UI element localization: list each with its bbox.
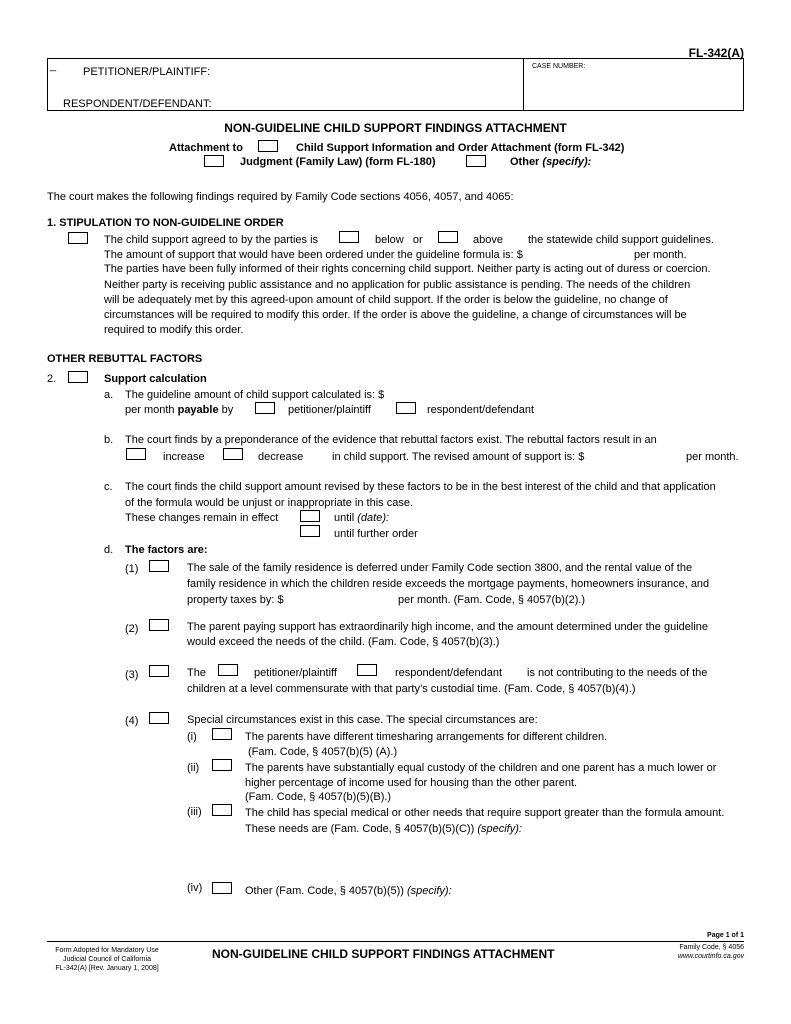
factor1-checkbox[interactable]: [149, 560, 169, 572]
section1-heading: 1. STIPULATION TO NON-GUIDELINE ORDER: [47, 217, 284, 229]
s1-below-label: below or: [375, 234, 423, 246]
form-number: FL-342(A): [688, 46, 744, 60]
footer-website-link[interactable]: www.courtinfo.ca.gov: [677, 953, 744, 960]
s2a-line2: per month payable by: [125, 404, 234, 416]
s1-above-checkbox[interactable]: [438, 231, 458, 243]
respondent-label: RESPONDENT/DEFENDANT:: [63, 98, 212, 110]
attach-other-checkbox[interactable]: [466, 155, 486, 167]
sub-i-line2: (Fam. Code, § 4057(b)(5) (A).): [248, 746, 398, 758]
factor3-number: (3): [125, 669, 139, 681]
sub-iv-specify-field[interactable]: [462, 884, 740, 898]
footer-statute: Family Code, § 4056: [679, 944, 744, 951]
s2a-respondent-label: respondent/defendant: [427, 404, 535, 416]
s2c-line2: of the formula would be unjust or inappropriate in this case.: [125, 497, 413, 509]
sub-ii-number: (ii): [187, 762, 200, 774]
s2a-respondent-checkbox[interactable]: [396, 402, 416, 414]
sub-i-checkbox[interactable]: [212, 728, 232, 740]
factor3-respondent-checkbox[interactable]: [357, 664, 377, 676]
factor1-number: (1): [125, 563, 139, 575]
s2b-line1: The court finds by a preponderance of the evidence that rebuttal factors exist. The rebuttal factors result in an: [125, 434, 657, 446]
s2c-until-further-order-checkbox[interactable]: [300, 525, 320, 537]
s2b-decrease-label: decrease: [258, 451, 304, 463]
s1-line3: The parties have been fully informed of their rights concerning child support. Neither party is acting out of duress or coercion.: [104, 263, 711, 275]
sub-iv-number: (iv): [187, 882, 203, 894]
s2b-label: b.: [104, 434, 114, 446]
footer-left-line1: Form Adopted for Mandatory Use: [55, 947, 159, 954]
intro-text: The court makes the following findings required by Family Code sections 4056, 4057, and 4065:: [47, 191, 514, 203]
s2-heading: Support calculation: [104, 373, 207, 385]
page-title: NON-GUIDELINE CHILD SUPPORT FINDINGS ATTACHMENT: [224, 121, 567, 135]
s2a-label: a.: [104, 389, 114, 401]
s1-line4: Neither party is receiving public assistance and no application for public assistance is pending. The needs of the children: [104, 279, 691, 291]
factor1-line3a: property taxes by: $: [187, 594, 284, 606]
s2b-line2-end: per month.: [686, 451, 739, 463]
s1-line1a: The child support agreed to by the parties is: [104, 234, 319, 246]
sub-ii-checkbox[interactable]: [212, 759, 232, 771]
factor1-amount-field[interactable]: [292, 593, 392, 607]
sub-iii-line2: These needs are (Fam. Code, § 4057(b)(5)(C)) (specify):: [245, 823, 522, 835]
factor3-the: The: [187, 667, 206, 679]
factor2-line1: The parent paying support has extraordinarily high income, and the amount determined under the guideline: [187, 621, 708, 633]
factor3-petitioner-checkbox[interactable]: [218, 664, 238, 676]
s2c-until-further-order-label: until further order: [334, 528, 418, 540]
factor3-petitioner-label: petitioner/plaintiff: [254, 667, 337, 679]
s2b-revised-amount-field[interactable]: [598, 450, 680, 464]
factor1-line1: The sale of the family residence is deferred under Family Code section 3800, and the rental value of the: [187, 562, 693, 574]
factor4-line1: Special circumstances exist in this case. The special circumstances are:: [187, 714, 538, 726]
sub-iv-label: Other (Fam. Code, § 4057(b)(5)) (specify):: [245, 885, 452, 897]
s2c-line1: The court finds the child support amount revised by these factors to be in the best interest of the child and that application: [125, 481, 716, 493]
s1-above-label: above: [473, 234, 503, 246]
page-number: Page 1 of 1: [707, 932, 744, 939]
sub-iii-line1: The child has special medical or other needs that require support greater than the formula amount.: [245, 807, 725, 819]
factor4-number: (4): [125, 715, 139, 727]
attach-to-label: Attachment to: [169, 142, 243, 154]
s2c-date-field[interactable]: [400, 511, 550, 525]
s2c-label: c.: [104, 481, 113, 493]
attach-other-label: Other (specify):: [510, 156, 592, 168]
attach-fl342-checkbox[interactable]: [258, 140, 278, 152]
factor3-checkbox[interactable]: [149, 665, 169, 677]
s2b-increase-label: increase: [163, 451, 205, 463]
attach-fl342-label: Child Support Information and Order Attachment (form FL-342): [296, 142, 625, 154]
sub-ii-line2: higher percentage of income used for housing than the other parent.: [245, 777, 578, 789]
footer-title: NON-GUIDELINE CHILD SUPPORT FINDINGS ATTACHMENT: [212, 947, 555, 961]
footer-left: [47, 946, 167, 973]
stipulation-checkbox[interactable]: [68, 232, 88, 244]
s2c-until-date-label: until (date):: [334, 512, 390, 524]
s2a-petitioner-label: petitioner/plaintiff: [288, 404, 371, 416]
petitioner-mark: _: [50, 60, 57, 72]
sub-i-line1: The parents have different timesharing arrangements for different children.: [245, 731, 608, 743]
factor3-respondent-label: respondent/defendant: [395, 667, 503, 679]
sub-iv-checkbox[interactable]: [212, 882, 232, 894]
sub-iii-checkbox[interactable]: [212, 804, 232, 816]
s1-below-checkbox[interactable]: [339, 231, 359, 243]
s1-line2b: per month.: [634, 249, 687, 261]
petitioner-label: PETITIONER/PLAINTIFF:: [83, 66, 211, 78]
factor1-line2: family residence in which the children reside exceeds the mortgage payments, homeowners insurance, and: [187, 578, 710, 590]
footer-rule: [47, 941, 744, 942]
s1-line5: will be adequately met by this agreed-upon amount of child support. If the order is below the guideline, no change of: [104, 294, 668, 306]
s2-number: 2.: [47, 373, 57, 385]
factor3-line1d: is not contributing to the needs of the: [527, 667, 708, 679]
attach-fl180-label: Judgment (Family Law) (form FL-180): [240, 156, 436, 168]
s2a-guideline-amount-field[interactable]: [396, 388, 516, 402]
footer-right: [678, 943, 744, 961]
s2b-line2: in child support. The revised amount of support is: $: [332, 451, 585, 463]
case-number-label: CASE NUMBER:: [532, 63, 586, 70]
other-rebuttal-heading: OTHER REBUTTAL FACTORS: [47, 353, 203, 365]
s1-line6: circumstances will be required to modify this order. If the order is above the guideline, a change of circumstances will be: [104, 309, 687, 321]
sub-iii-number: (iii): [187, 806, 202, 818]
s2b-decrease-checkbox[interactable]: [223, 448, 243, 460]
sub-iii-specify-field[interactable]: [245, 838, 740, 878]
s2b-increase-checkbox[interactable]: [126, 448, 146, 460]
factor3-line2: children at a level commensurate with that party’s custodial time. (Fam. Code, § 4057(b)(4).): [187, 683, 636, 695]
s2c-until-date-checkbox[interactable]: [300, 510, 320, 522]
factor4-checkbox[interactable]: [149, 712, 169, 724]
support-calculation-checkbox[interactable]: [68, 371, 88, 383]
caption-divider: [523, 59, 524, 110]
factor2-number: (2): [125, 623, 139, 635]
s1-guideline-amount-field[interactable]: [520, 248, 625, 262]
sub-i-number: (i): [187, 731, 197, 743]
attach-fl180-checkbox[interactable]: [204, 155, 224, 167]
case-number-field[interactable]: [526, 74, 740, 108]
s2a-petitioner-checkbox[interactable]: [255, 402, 275, 414]
sub-ii-line1: The parents have substantially equal custody of the children and one parent has a much lower or: [245, 762, 717, 774]
factor2-line2: would exceed the needs of the child. (Fam. Code, § 4057(b)(3).): [187, 636, 500, 648]
sub-ii-line3: (Fam. Code, § 4057(b)(5)(B).): [245, 791, 392, 803]
factor2-checkbox[interactable]: [149, 619, 169, 631]
s2d-label: d.: [104, 544, 114, 556]
s1-line1d: the statewide child support guidelines.: [528, 234, 714, 246]
s1-line2a: The amount of support that would have been ordered under the guideline formula is: $: [104, 249, 523, 261]
footer-left-line2: Judicial Council of California: [63, 956, 151, 963]
footer-left-line3: FL-342(A) [Rev. January 1, 2008]: [55, 965, 159, 972]
s2d-heading: The factors are:: [125, 544, 208, 556]
s1-line7: required to modify this order.: [104, 324, 244, 336]
s2c-line3: These changes remain in effect: [125, 512, 279, 524]
s2a-line1: The guideline amount of child support calculated is: $: [125, 389, 385, 401]
factor1-line3b: per month. (Fam. Code, § 4057(b)(2).): [398, 594, 586, 606]
